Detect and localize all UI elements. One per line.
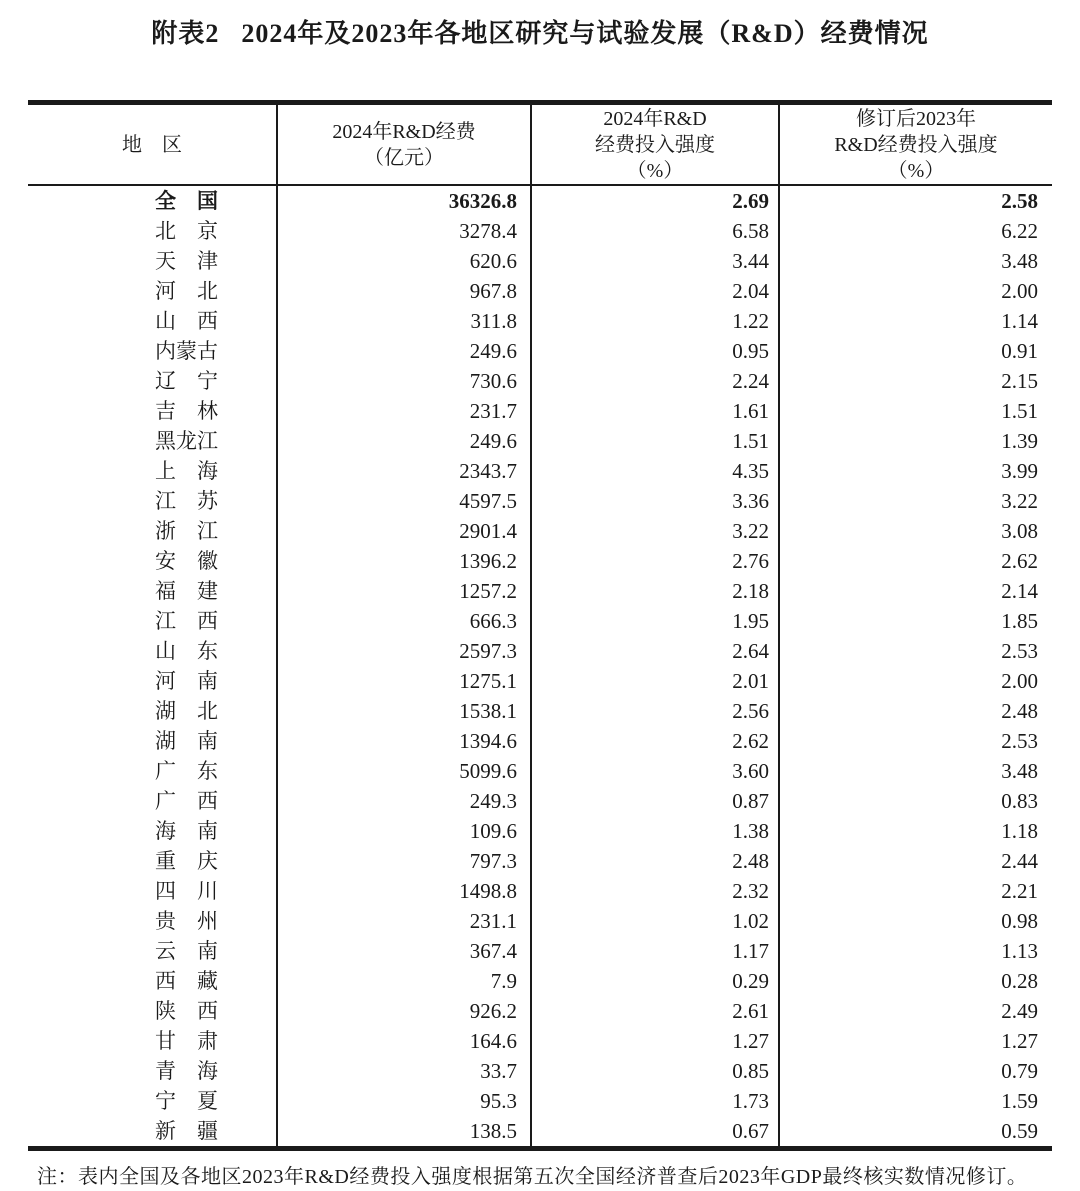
rd-2024-value: 311.8 bbox=[276, 306, 530, 336]
intensity-2023-value: 6.22 bbox=[778, 216, 1052, 246]
intensity-2023-value: 0.83 bbox=[778, 786, 1052, 816]
intensity-2023-value: 1.27 bbox=[778, 1026, 1052, 1056]
table-row bbox=[28, 846, 1052, 876]
intensity-2023-value: 1.18 bbox=[778, 816, 1052, 846]
header-intensity-2024-line1: 2024年R&D bbox=[603, 107, 707, 130]
intensity-2024-value: 3.22 bbox=[530, 516, 778, 546]
title-prefix: 附表2 bbox=[151, 19, 220, 48]
intensity-2024-value: 0.95 bbox=[530, 336, 778, 366]
table-row bbox=[28, 426, 1052, 456]
rd-2024-value: 730.6 bbox=[276, 366, 530, 396]
rd-2024-value: 7.9 bbox=[276, 966, 530, 996]
region-name: 重 庆 bbox=[155, 849, 218, 873]
intensity-2024-value: 1.95 bbox=[530, 606, 778, 636]
region-name: 天 津 bbox=[155, 249, 218, 273]
table-header bbox=[28, 105, 1052, 186]
intensity-2024-value: 2.56 bbox=[530, 696, 778, 726]
header-intensity-2024-cell bbox=[530, 105, 778, 184]
intensity-2023-value: 3.22 bbox=[778, 486, 1052, 516]
table-row bbox=[28, 276, 1052, 306]
header-region-cell bbox=[28, 105, 276, 184]
intensity-2024-value: 2.01 bbox=[530, 666, 778, 696]
intensity-2024-value: 0.87 bbox=[530, 786, 778, 816]
table-row bbox=[28, 216, 1052, 246]
table-row bbox=[28, 786, 1052, 816]
table-row bbox=[28, 576, 1052, 606]
intensity-2023-value: 2.53 bbox=[778, 636, 1052, 666]
intensity-2023-value: 1.14 bbox=[778, 306, 1052, 336]
intensity-2024-value: 1.27 bbox=[530, 1026, 778, 1056]
header-intensity-2024-line2: 经费投入强度 bbox=[595, 133, 715, 156]
rd-2024-value: 3278.4 bbox=[276, 216, 530, 246]
intensity-2023-value: 3.48 bbox=[778, 246, 1052, 276]
header-intensity-2024-line3: （%） bbox=[626, 159, 684, 182]
rd-2024-value: 620.6 bbox=[276, 246, 530, 276]
intensity-2023-value: 0.79 bbox=[778, 1056, 1052, 1086]
region-name: 江 苏 bbox=[155, 489, 218, 513]
region-name: 广 西 bbox=[155, 789, 218, 813]
region-name: 青 海 bbox=[155, 1059, 218, 1083]
rd-2024-value: 1538.1 bbox=[276, 696, 530, 726]
intensity-2024-value: 2.48 bbox=[530, 846, 778, 876]
intensity-2024-value: 1.38 bbox=[530, 816, 778, 846]
intensity-2023-value: 0.91 bbox=[778, 336, 1052, 366]
region-name: 湖 南 bbox=[155, 729, 218, 753]
intensity-2024-value: 0.67 bbox=[530, 1116, 778, 1146]
intensity-2024-value: 2.69 bbox=[530, 186, 778, 216]
rd-2024-value: 95.3 bbox=[276, 1086, 530, 1116]
intensity-2023-value: 0.98 bbox=[778, 906, 1052, 936]
rd-2024-value: 1275.1 bbox=[276, 666, 530, 696]
region-name: 全 国 bbox=[155, 189, 218, 213]
rd-2024-value: 967.8 bbox=[276, 276, 530, 306]
region-name: 山 西 bbox=[155, 309, 218, 333]
table-row bbox=[28, 486, 1052, 516]
region-name: 河 南 bbox=[155, 669, 218, 693]
intensity-2023-value: 1.39 bbox=[778, 426, 1052, 456]
region-name: 浙 江 bbox=[155, 519, 218, 543]
region-name: 甘 肃 bbox=[155, 1029, 218, 1053]
rd-2024-value: 2901.4 bbox=[276, 516, 530, 546]
intensity-2023-value: 2.00 bbox=[778, 666, 1052, 696]
intensity-2024-value: 2.64 bbox=[530, 636, 778, 666]
table-row bbox=[28, 306, 1052, 336]
intensity-2024-value: 1.17 bbox=[530, 936, 778, 966]
intensity-2024-value: 0.29 bbox=[530, 966, 778, 996]
region-name: 贵 州 bbox=[155, 909, 218, 933]
header-intensity-2023-line1: 修订后2023年 bbox=[856, 107, 976, 130]
table-row bbox=[28, 816, 1052, 846]
page-title bbox=[0, 0, 1080, 50]
rd-2024-value: 249.6 bbox=[276, 426, 530, 456]
rd-2024-value: 249.3 bbox=[276, 786, 530, 816]
rd-2024-value: 1257.2 bbox=[276, 576, 530, 606]
intensity-2024-value: 6.58 bbox=[530, 216, 778, 246]
intensity-2023-value: 2.15 bbox=[778, 366, 1052, 396]
header-intensity-2023-cell bbox=[778, 105, 1052, 184]
intensity-2023-value: 2.21 bbox=[778, 876, 1052, 906]
rd-2024-value: 2343.7 bbox=[276, 456, 530, 486]
region-name: 广 东 bbox=[155, 759, 218, 783]
intensity-2023-value: 2.53 bbox=[778, 726, 1052, 756]
intensity-2024-value: 2.32 bbox=[530, 876, 778, 906]
intensity-2023-value: 2.14 bbox=[778, 576, 1052, 606]
region-name: 湖 北 bbox=[155, 699, 218, 723]
region-name: 内蒙古 bbox=[155, 339, 218, 363]
intensity-2024-value: 1.51 bbox=[530, 426, 778, 456]
table-row bbox=[28, 696, 1052, 726]
rd-2024-value: 36326.8 bbox=[276, 186, 530, 216]
intensity-2024-value: 2.04 bbox=[530, 276, 778, 306]
intensity-2023-value: 3.48 bbox=[778, 756, 1052, 786]
intensity-2024-value: 2.18 bbox=[530, 576, 778, 606]
region-name: 河 北 bbox=[155, 279, 218, 303]
intensity-2024-value: 2.61 bbox=[530, 996, 778, 1026]
title-text: 2024年及2023年各地区研究与试验发展（R&D）经费情况 bbox=[241, 19, 929, 48]
table-row bbox=[28, 516, 1052, 546]
rd-2024-value: 109.6 bbox=[276, 816, 530, 846]
intensity-2023-value: 0.28 bbox=[778, 966, 1052, 996]
intensity-2023-value: 1.59 bbox=[778, 1086, 1052, 1116]
region-name: 吉 林 bbox=[155, 399, 218, 423]
intensity-2024-value: 4.35 bbox=[530, 456, 778, 486]
region-name: 辽 宁 bbox=[155, 369, 218, 393]
rd-2024-value: 4597.5 bbox=[276, 486, 530, 516]
table-row bbox=[28, 876, 1052, 906]
rd-2024-value: 249.6 bbox=[276, 336, 530, 366]
table-row bbox=[28, 1026, 1052, 1056]
rd-2024-value: 231.7 bbox=[276, 396, 530, 426]
region-name: 新 疆 bbox=[155, 1119, 218, 1143]
rd-2024-value: 666.3 bbox=[276, 606, 530, 636]
table-row bbox=[28, 906, 1052, 936]
intensity-2024-value: 0.85 bbox=[530, 1056, 778, 1086]
intensity-2023-value: 2.44 bbox=[778, 846, 1052, 876]
header-intensity-2023-line2: R&D经费投入强度 bbox=[834, 133, 998, 156]
intensity-2024-value: 2.62 bbox=[530, 726, 778, 756]
region-name: 上 海 bbox=[155, 459, 218, 483]
region-name: 海 南 bbox=[155, 819, 218, 843]
table-row bbox=[28, 1056, 1052, 1086]
region-name: 山 东 bbox=[155, 639, 218, 663]
table-row bbox=[28, 396, 1052, 426]
header-rd-2024-line2: （亿元） bbox=[364, 146, 444, 169]
table-row bbox=[28, 186, 1052, 216]
rd-2024-value: 367.4 bbox=[276, 936, 530, 966]
table-row bbox=[28, 936, 1052, 966]
region-name: 安 徽 bbox=[155, 549, 218, 573]
intensity-2024-value: 3.44 bbox=[530, 246, 778, 276]
table-row bbox=[28, 756, 1052, 786]
rd-2024-value: 1396.2 bbox=[276, 546, 530, 576]
rd-2024-value: 1394.6 bbox=[276, 726, 530, 756]
rd-2024-value: 5099.6 bbox=[276, 756, 530, 786]
rd-expenditure-table bbox=[28, 100, 1052, 1151]
intensity-2023-value: 1.85 bbox=[778, 606, 1052, 636]
rd-2024-value: 164.6 bbox=[276, 1026, 530, 1056]
table-row bbox=[28, 726, 1052, 756]
table-row bbox=[28, 636, 1052, 666]
footnote: 注：表内全国及各地区2023年R&D经费投入强度根据第五次全国经济普查后2023年GDP最终核实数情况修订。 bbox=[37, 1166, 1028, 1188]
rd-2024-value: 138.5 bbox=[276, 1116, 530, 1146]
table-row bbox=[28, 366, 1052, 396]
rd-2024-value: 1498.8 bbox=[276, 876, 530, 906]
region-name: 四 川 bbox=[155, 879, 218, 903]
rd-2024-value: 2597.3 bbox=[276, 636, 530, 666]
intensity-2023-value: 2.58 bbox=[778, 186, 1052, 216]
region-name: 云 南 bbox=[155, 939, 218, 963]
region-name: 福 建 bbox=[155, 579, 218, 603]
intensity-2024-value: 2.76 bbox=[530, 546, 778, 576]
rd-2024-value: 926.2 bbox=[276, 996, 530, 1026]
intensity-2023-value: 1.13 bbox=[778, 936, 1052, 966]
intensity-2024-value: 1.61 bbox=[530, 396, 778, 426]
intensity-2023-value: 0.59 bbox=[778, 1116, 1052, 1146]
intensity-2023-value: 2.62 bbox=[778, 546, 1052, 576]
rd-2024-value: 797.3 bbox=[276, 846, 530, 876]
table-row bbox=[28, 336, 1052, 366]
intensity-2023-value: 2.49 bbox=[778, 996, 1052, 1026]
header-rd-2024-line1: 2024年R&D经费 bbox=[332, 120, 476, 143]
header-intensity-2023-line3: （%） bbox=[887, 159, 945, 182]
table-row bbox=[28, 666, 1052, 696]
intensity-2024-value: 1.22 bbox=[530, 306, 778, 336]
intensity-2023-value: 1.51 bbox=[778, 396, 1052, 426]
intensity-2023-value: 3.99 bbox=[778, 456, 1052, 486]
table-row bbox=[28, 966, 1052, 996]
intensity-2024-value: 2.24 bbox=[530, 366, 778, 396]
intensity-2023-value: 3.08 bbox=[778, 516, 1052, 546]
table-row bbox=[28, 996, 1052, 1026]
header-rd-2024-cell bbox=[276, 105, 530, 184]
table-row bbox=[28, 456, 1052, 486]
table-row bbox=[28, 1116, 1052, 1146]
header-region-label: 地 区 bbox=[122, 133, 182, 156]
region-name: 宁 夏 bbox=[155, 1089, 218, 1113]
intensity-2024-value: 1.73 bbox=[530, 1086, 778, 1116]
table-row bbox=[28, 546, 1052, 576]
region-name: 黑龙江 bbox=[155, 429, 218, 453]
intensity-2023-value: 2.48 bbox=[778, 696, 1052, 726]
region-name: 陕 西 bbox=[155, 999, 218, 1023]
intensity-2024-value: 3.60 bbox=[530, 756, 778, 786]
table-body bbox=[28, 186, 1052, 1146]
table-row bbox=[28, 246, 1052, 276]
table-row bbox=[28, 606, 1052, 636]
region-name: 西 藏 bbox=[155, 969, 218, 993]
intensity-2024-value: 1.02 bbox=[530, 906, 778, 936]
rd-2024-value: 231.1 bbox=[276, 906, 530, 936]
intensity-2024-value: 3.36 bbox=[530, 486, 778, 516]
intensity-2023-value: 2.00 bbox=[778, 276, 1052, 306]
table-row bbox=[28, 1086, 1052, 1116]
region-name: 北 京 bbox=[155, 219, 218, 243]
region-name: 江 西 bbox=[155, 609, 218, 633]
rd-2024-value: 33.7 bbox=[276, 1056, 530, 1086]
